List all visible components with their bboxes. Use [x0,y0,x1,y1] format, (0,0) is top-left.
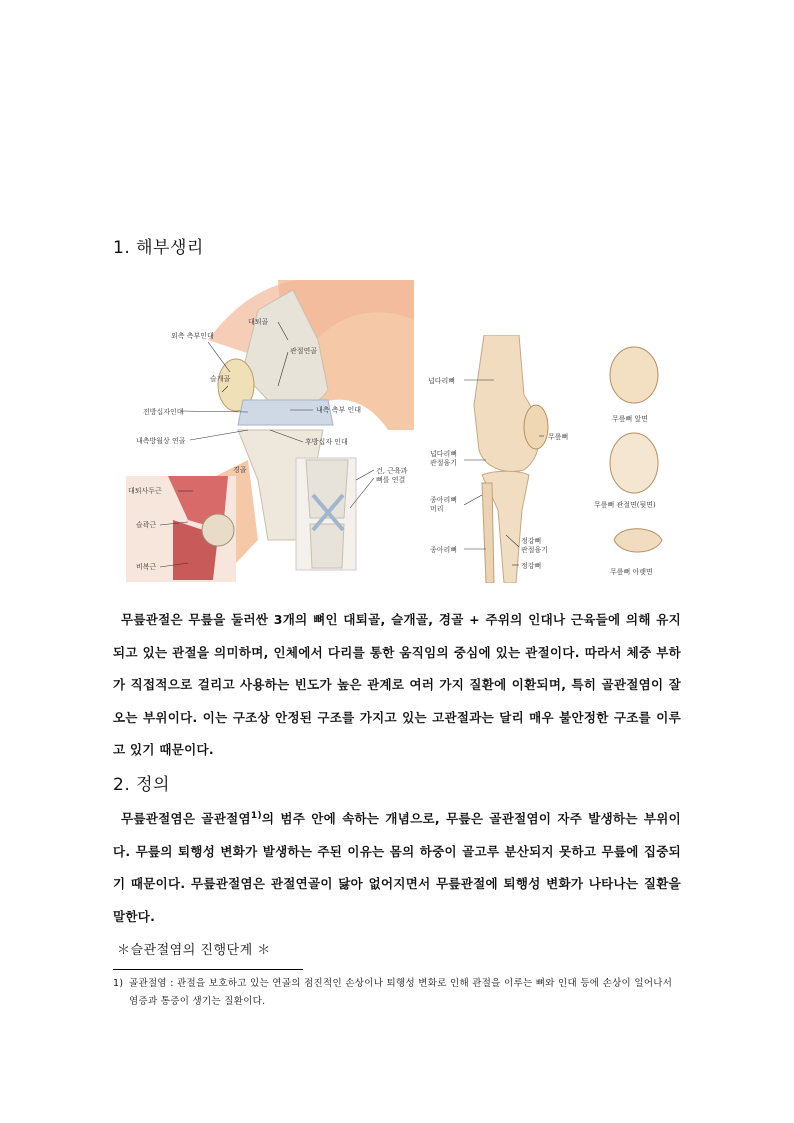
label-tendon-line1: 건, 근육과 [376,467,408,475]
label-lateral-collateral: 외측 측부인대 [171,332,214,340]
label-tibia-condyle-1: 정강뼈 [521,537,542,545]
footnote-marker: 1) [113,978,124,989]
label-patella-r: 무릎뼈 [548,433,569,441]
definition-paragraph [113,800,681,933]
label-femur: 대퇴골 [248,318,269,326]
label-cartilage: 관절연골 [290,347,318,355]
anatomy-paragraph-text: 무릎관절은 무릎을 둘러싼 3개의 뼈인 대퇴골, 슬개골, 경골 + 주위의 인대나 근육들에 의해 유지되고 있는 관절을 의미하며, 인체에서 다리를 통한 움직임의 중심에 있는 관절이다. 따라서 체중 부하가 직접적으로 걸리고 사용하는 빈도가 높은 관계로 여러 가지 질환에 이환되며, 특히 골관절염이 잘 오는 부위이다. 이는 구조상 안정된 구조를 가지고 있는 고관절과는 달리 매우 불안정한 구조를 이루고 있기 때문이다. [113,612,681,757]
label-medial-meniscus: 내측방월상 연골 [136,437,186,445]
label-hamstring: 슬곽근 [136,521,157,529]
footnote-text: 골관절염 : 관절을 보호하고 있는 연골의 점진적인 손상이나 퇴행성 변화로 인해 관절을 이루는 뼈와 인대 등에 손상이 일어나서 염증과 통증이 생기는 질환이다. [129,978,673,1007]
label-patella: 슬개골 [210,375,231,383]
label-patella-back: 무릎뼈 관절면(뒷면) [594,501,656,509]
label-gastrocnemius: 비복근 [136,563,157,571]
label-fibula: 종아리뼈 [430,546,458,554]
definition-text-end: 의 범주 안에 속하는 개념으로, 무릎은 골관절염이 자주 발생하는 부위이다. 무릎의 퇴행성 변화가 발생하는 주된 이유는 몸의 하중이 골고루 분산되지 못하고 무릎에 집중되기 때문이다. 무릎관절염은 관절연골이 닳아 없어지면서 무릎관절에 퇴행성 변화가 나타나는 질환을 말한다. [113,811,681,924]
label-quadriceps: 대퇴사두근 [128,487,162,495]
knee-anatomy-figure [118,280,414,582]
label-tibia: 경골 [233,466,247,474]
label-femur-r: 넙다리뼈 [428,377,456,385]
knee-bone-figure [424,335,674,583]
label-tendon-line2: 뼈를 연결 [376,476,406,484]
label-tibia-condyle-2: 관절융기 [521,546,549,554]
right-fibula-bone [482,483,494,583]
right-patella-bone [524,405,548,449]
label-femur-condyle-2: 관절융기 [430,459,458,467]
label-medial-collateral: 내측 측부 인대 [316,406,362,414]
patella-front-view [610,347,658,403]
progression-subheading: ＊슬관절염의 진행단계 ＊ [117,943,271,958]
patella-back-view [610,433,658,493]
label-patella-front: 무릎뼈 앞면 [612,415,649,423]
footnote [113,975,681,1011]
section-1-heading: 1. 해부생리 [113,238,204,258]
patella-bottom-view [614,529,662,552]
inset-knee-joint [202,514,234,546]
definition-text-start: 무릎관절염은 골관절염 [121,811,251,827]
anatomy-paragraph [113,604,681,767]
footnote-separator [113,969,303,970]
label-acl: 전방십자인대 [143,408,184,416]
label-fibula-head-1: 종아리뼈 [430,496,458,504]
label-femur-condyle-1: 넙다리뼈 [430,450,458,458]
label-pcl: 후방십자 인대 [305,438,348,446]
footnote-reference[interactable]: 1) [250,811,262,821]
label-tibia-r: 정강뼈 [521,562,542,570]
label-patella-bottom: 무릎뼈 아랫면 [610,568,653,576]
right-femur-bone [474,335,539,471]
label-fibula-head-2: 머리 [430,505,444,513]
section-2-heading: 2. 정의 [113,775,170,795]
